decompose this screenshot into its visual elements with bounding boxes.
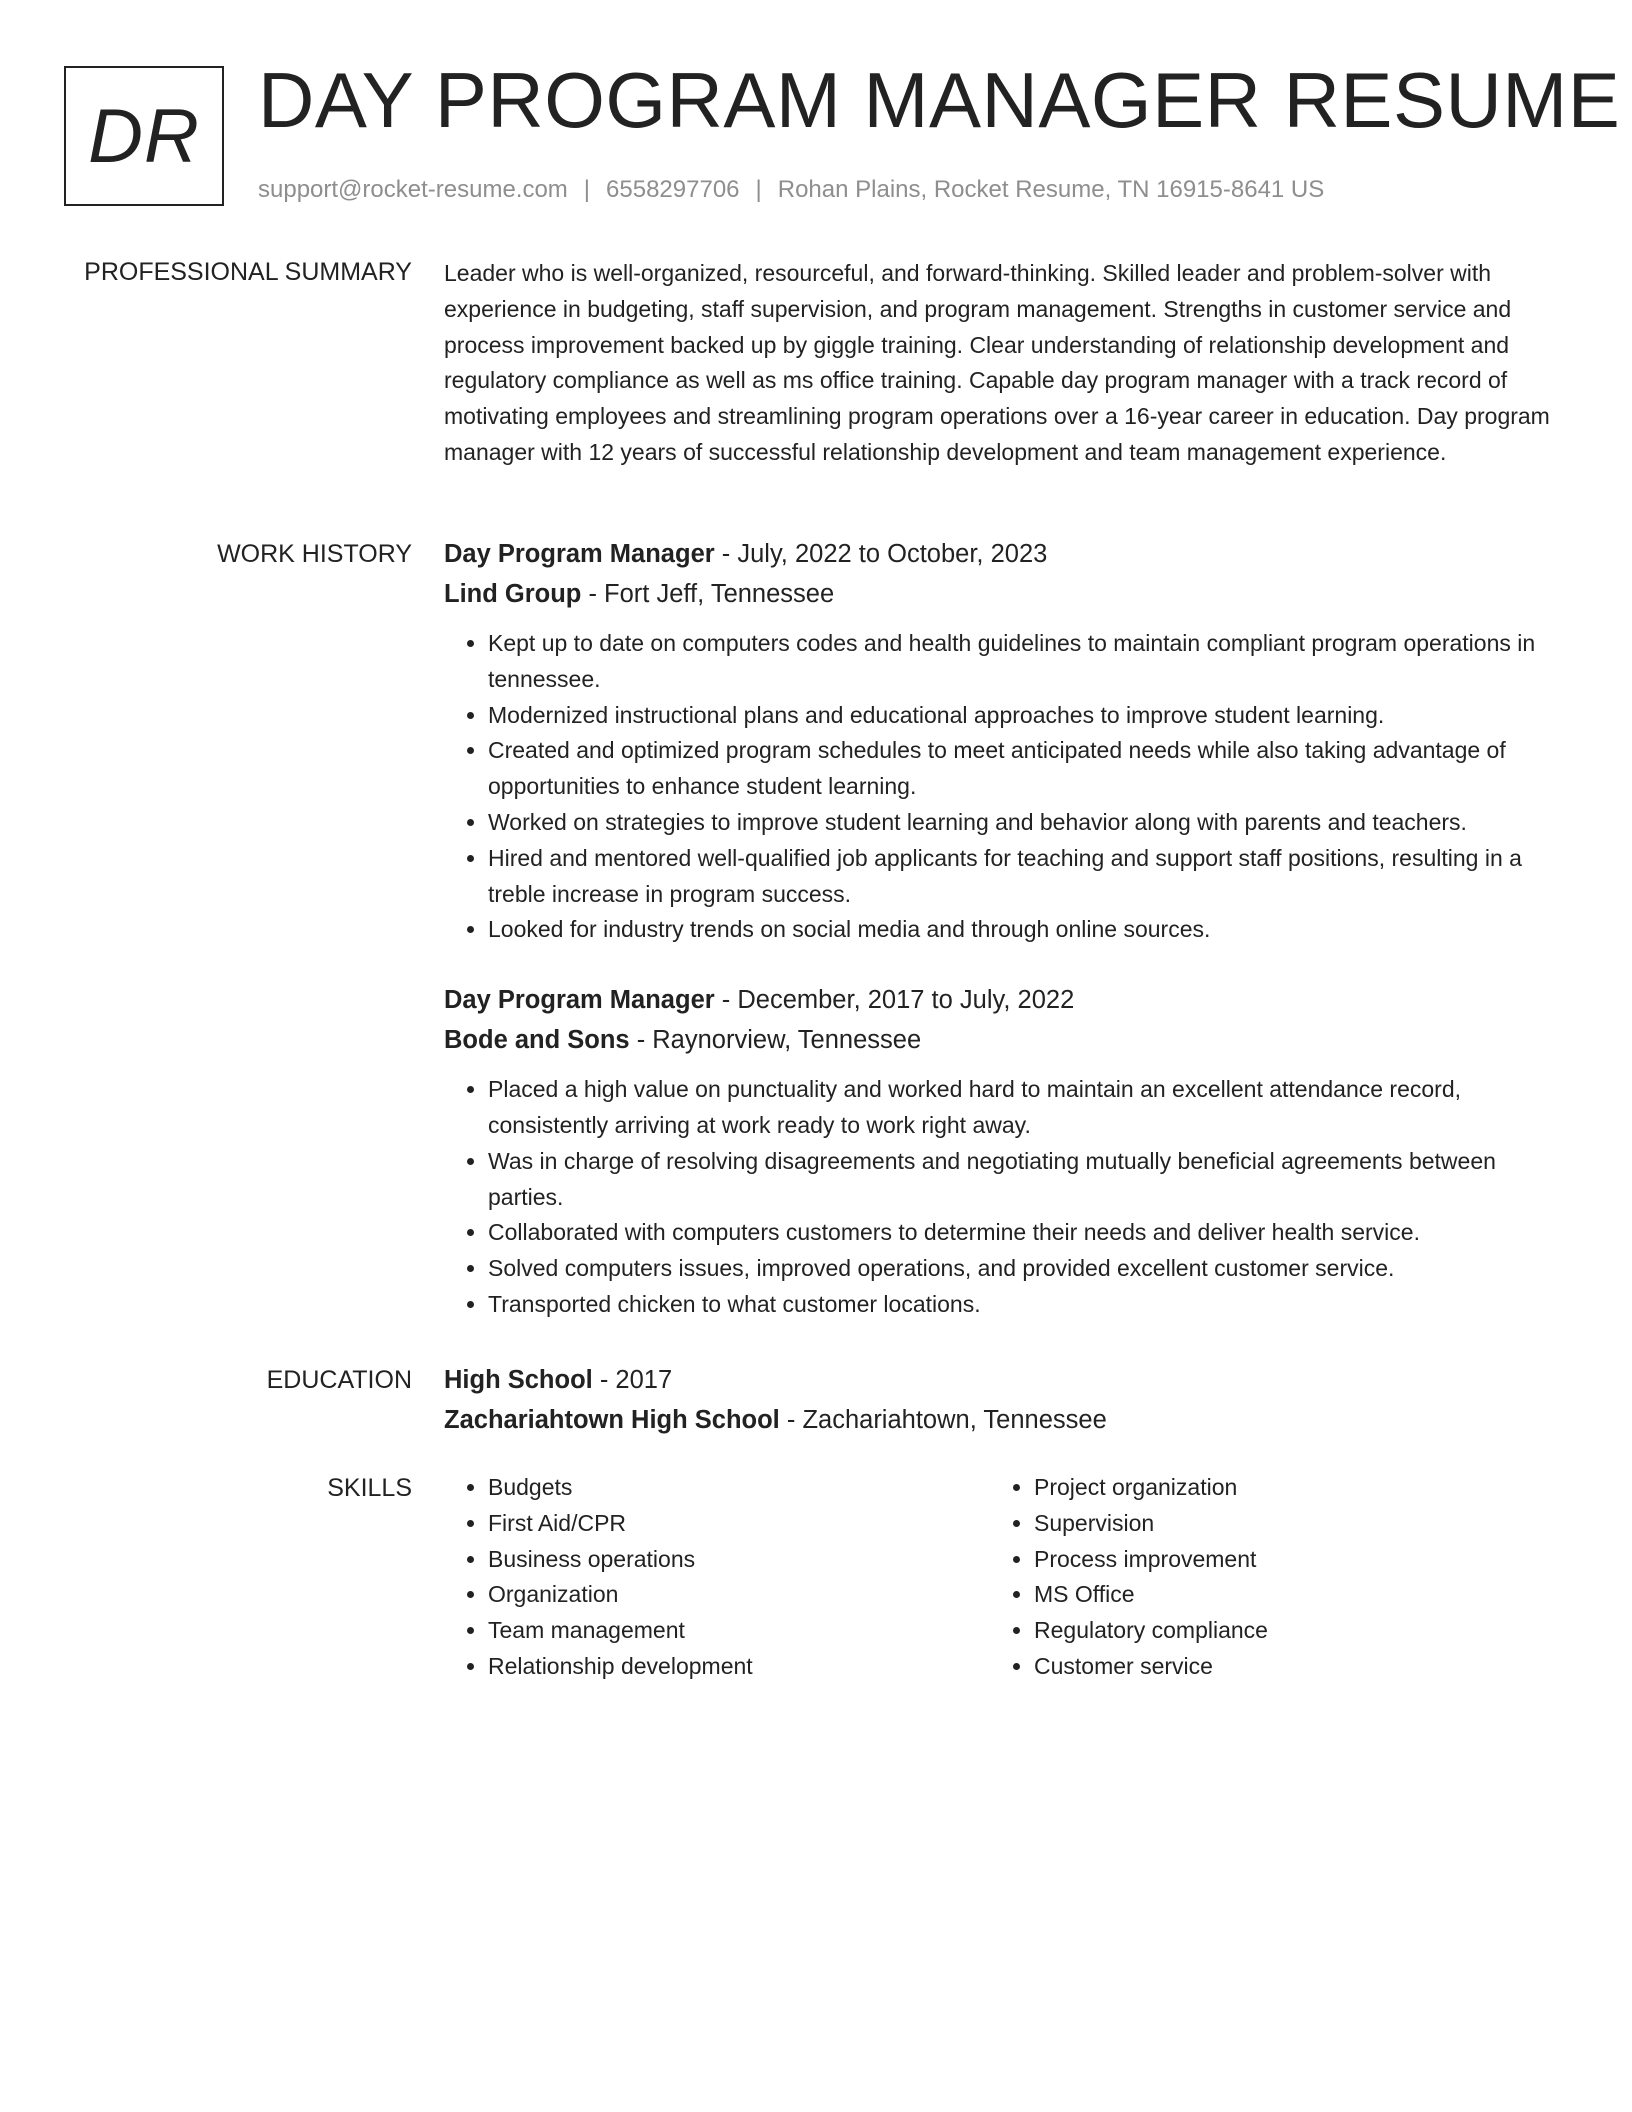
education-location: - Zachariahtown, Tennessee xyxy=(779,1406,1107,1434)
job-company-line xyxy=(444,1020,1556,1060)
job-dates: - July, 2022 to October, 2023 xyxy=(714,540,1048,568)
job-entry xyxy=(444,534,1556,948)
skill-item: • Budgets xyxy=(488,1470,990,1506)
job-bullets xyxy=(444,1072,1556,1323)
education-body xyxy=(444,1360,1556,1440)
job-bullet: • Solved computers issues, improved operations, and provided excellent customer service. xyxy=(488,1251,1556,1287)
contact-address: Rohan Plains, Rocket Resume, TN 16915-8641 US xyxy=(777,176,1325,203)
job-company-line xyxy=(444,574,1556,614)
job-bullet: • Created and optimized program schedules to meet anticipated needs while also taking advantage of opportunities to enhance student learning. xyxy=(488,733,1556,805)
contact-separator: | xyxy=(583,176,591,203)
skill-item: • Project organization xyxy=(1034,1470,1536,1506)
education-school-line xyxy=(444,1400,1556,1440)
contact-line xyxy=(258,174,1324,206)
section-label-work-history: WORK HISTORY xyxy=(217,540,412,568)
skills-column-right xyxy=(990,1470,1536,1685)
skill-item: • Team management xyxy=(488,1613,990,1649)
section-label-summary: PROFESSIONAL SUMMARY xyxy=(84,258,412,286)
job-bullet: • Transported chicken to what customer locations. xyxy=(488,1287,1556,1323)
job-location: - Fort Jeff, Tennessee xyxy=(581,580,835,608)
job-bullet: • Kept up to date on computers codes and health guidelines to maintain compliant program operations in tennessee. xyxy=(488,626,1556,698)
skill-item: • Regulatory compliance xyxy=(1034,1613,1536,1649)
job-title-line xyxy=(444,534,1556,574)
skills-list xyxy=(444,1470,990,1685)
section-label-skills: SKILLS xyxy=(327,1474,412,1502)
job-bullet: • Hired and mentored well-qualified job applicants for teaching and support staff positions, resulting in a treble increase in program success. xyxy=(488,841,1556,913)
job-bullet: • Collaborated with computers customers to determine their needs and deliver health service. xyxy=(488,1215,1556,1251)
skill-item: • Relationship development xyxy=(488,1649,990,1685)
education-degree: High School xyxy=(444,1366,593,1394)
job-dates: - December, 2017 to July, 2022 xyxy=(714,986,1075,1015)
skills-column-left xyxy=(444,1470,990,1685)
job-company: Lind Group xyxy=(444,580,582,608)
job-bullet: • Worked on strategies to improve student learning and behavior along with parents and teachers. xyxy=(488,805,1556,841)
job-entry xyxy=(444,980,1556,1323)
skill-item: • First Aid/CPR xyxy=(488,1506,990,1542)
job-bullet: • Was in charge of resolving disagreements and negotiating mutually beneficial agreements between parties. xyxy=(488,1144,1556,1216)
skills-list xyxy=(990,1470,1536,1685)
section-label-education: EDUCATION xyxy=(266,1366,412,1394)
summary-body xyxy=(444,256,1556,471)
job-bullet: • Looked for industry trends on social media and through online sources. xyxy=(488,912,1556,948)
skills-columns xyxy=(444,1470,1556,1685)
monogram-initials: DR xyxy=(88,93,200,179)
work-history-body xyxy=(444,534,1556,1323)
skill-item: • Business operations xyxy=(488,1542,990,1578)
education-year: - 2017 xyxy=(592,1366,673,1394)
skills-body xyxy=(444,1470,1556,1685)
skill-item: • Supervision xyxy=(1034,1506,1536,1542)
contact-email: support@rocket-resume.com xyxy=(258,176,568,203)
resume-title: DAY PROGRAM MANAGER RESUME xyxy=(258,56,1621,144)
skill-item: • Organization xyxy=(488,1577,990,1613)
monogram-box xyxy=(64,66,224,206)
job-bullet: • Placed a high value on punctuality and worked hard to maintain an excellent attendance record, consistently arriving at work ready to work right away. xyxy=(488,1072,1556,1144)
job-title-line xyxy=(444,980,1556,1020)
skill-item: • Customer service xyxy=(1034,1649,1536,1685)
job-title: Day Program Manager xyxy=(444,986,715,1015)
education-school: Zachariahtown High School xyxy=(444,1406,780,1434)
summary-text: Leader who is well-organized, resourceful, and forward-thinking. Skilled leader and problem-solver with experience in budgeting, staff supervision, and program management. Strengths in customer service and process improvement backed up by giggle training. Clear understanding of relationship development and regulatory compliance as well as ms office training. Capable day program manager with a track record of motivating employees and streamlining program operations over a 16-year career in education. Day program manager with 12 years of successful relationship development and team management experience. xyxy=(444,260,1550,465)
contact-phone: 6558297706 xyxy=(606,176,740,203)
skill-item: • MS Office xyxy=(1034,1577,1536,1613)
skill-item: • Process improvement xyxy=(1034,1542,1536,1578)
job-title: Day Program Manager xyxy=(444,540,715,568)
job-bullet: • Modernized instructional plans and educational approaches to improve student learning. xyxy=(488,698,1556,734)
contact-separator: | xyxy=(755,176,762,203)
job-company: Bode and Sons xyxy=(444,1026,630,1055)
job-location: - Raynorview, Tennessee xyxy=(629,1026,922,1055)
job-bullets xyxy=(444,626,1556,948)
education-degree-line xyxy=(444,1360,1556,1400)
